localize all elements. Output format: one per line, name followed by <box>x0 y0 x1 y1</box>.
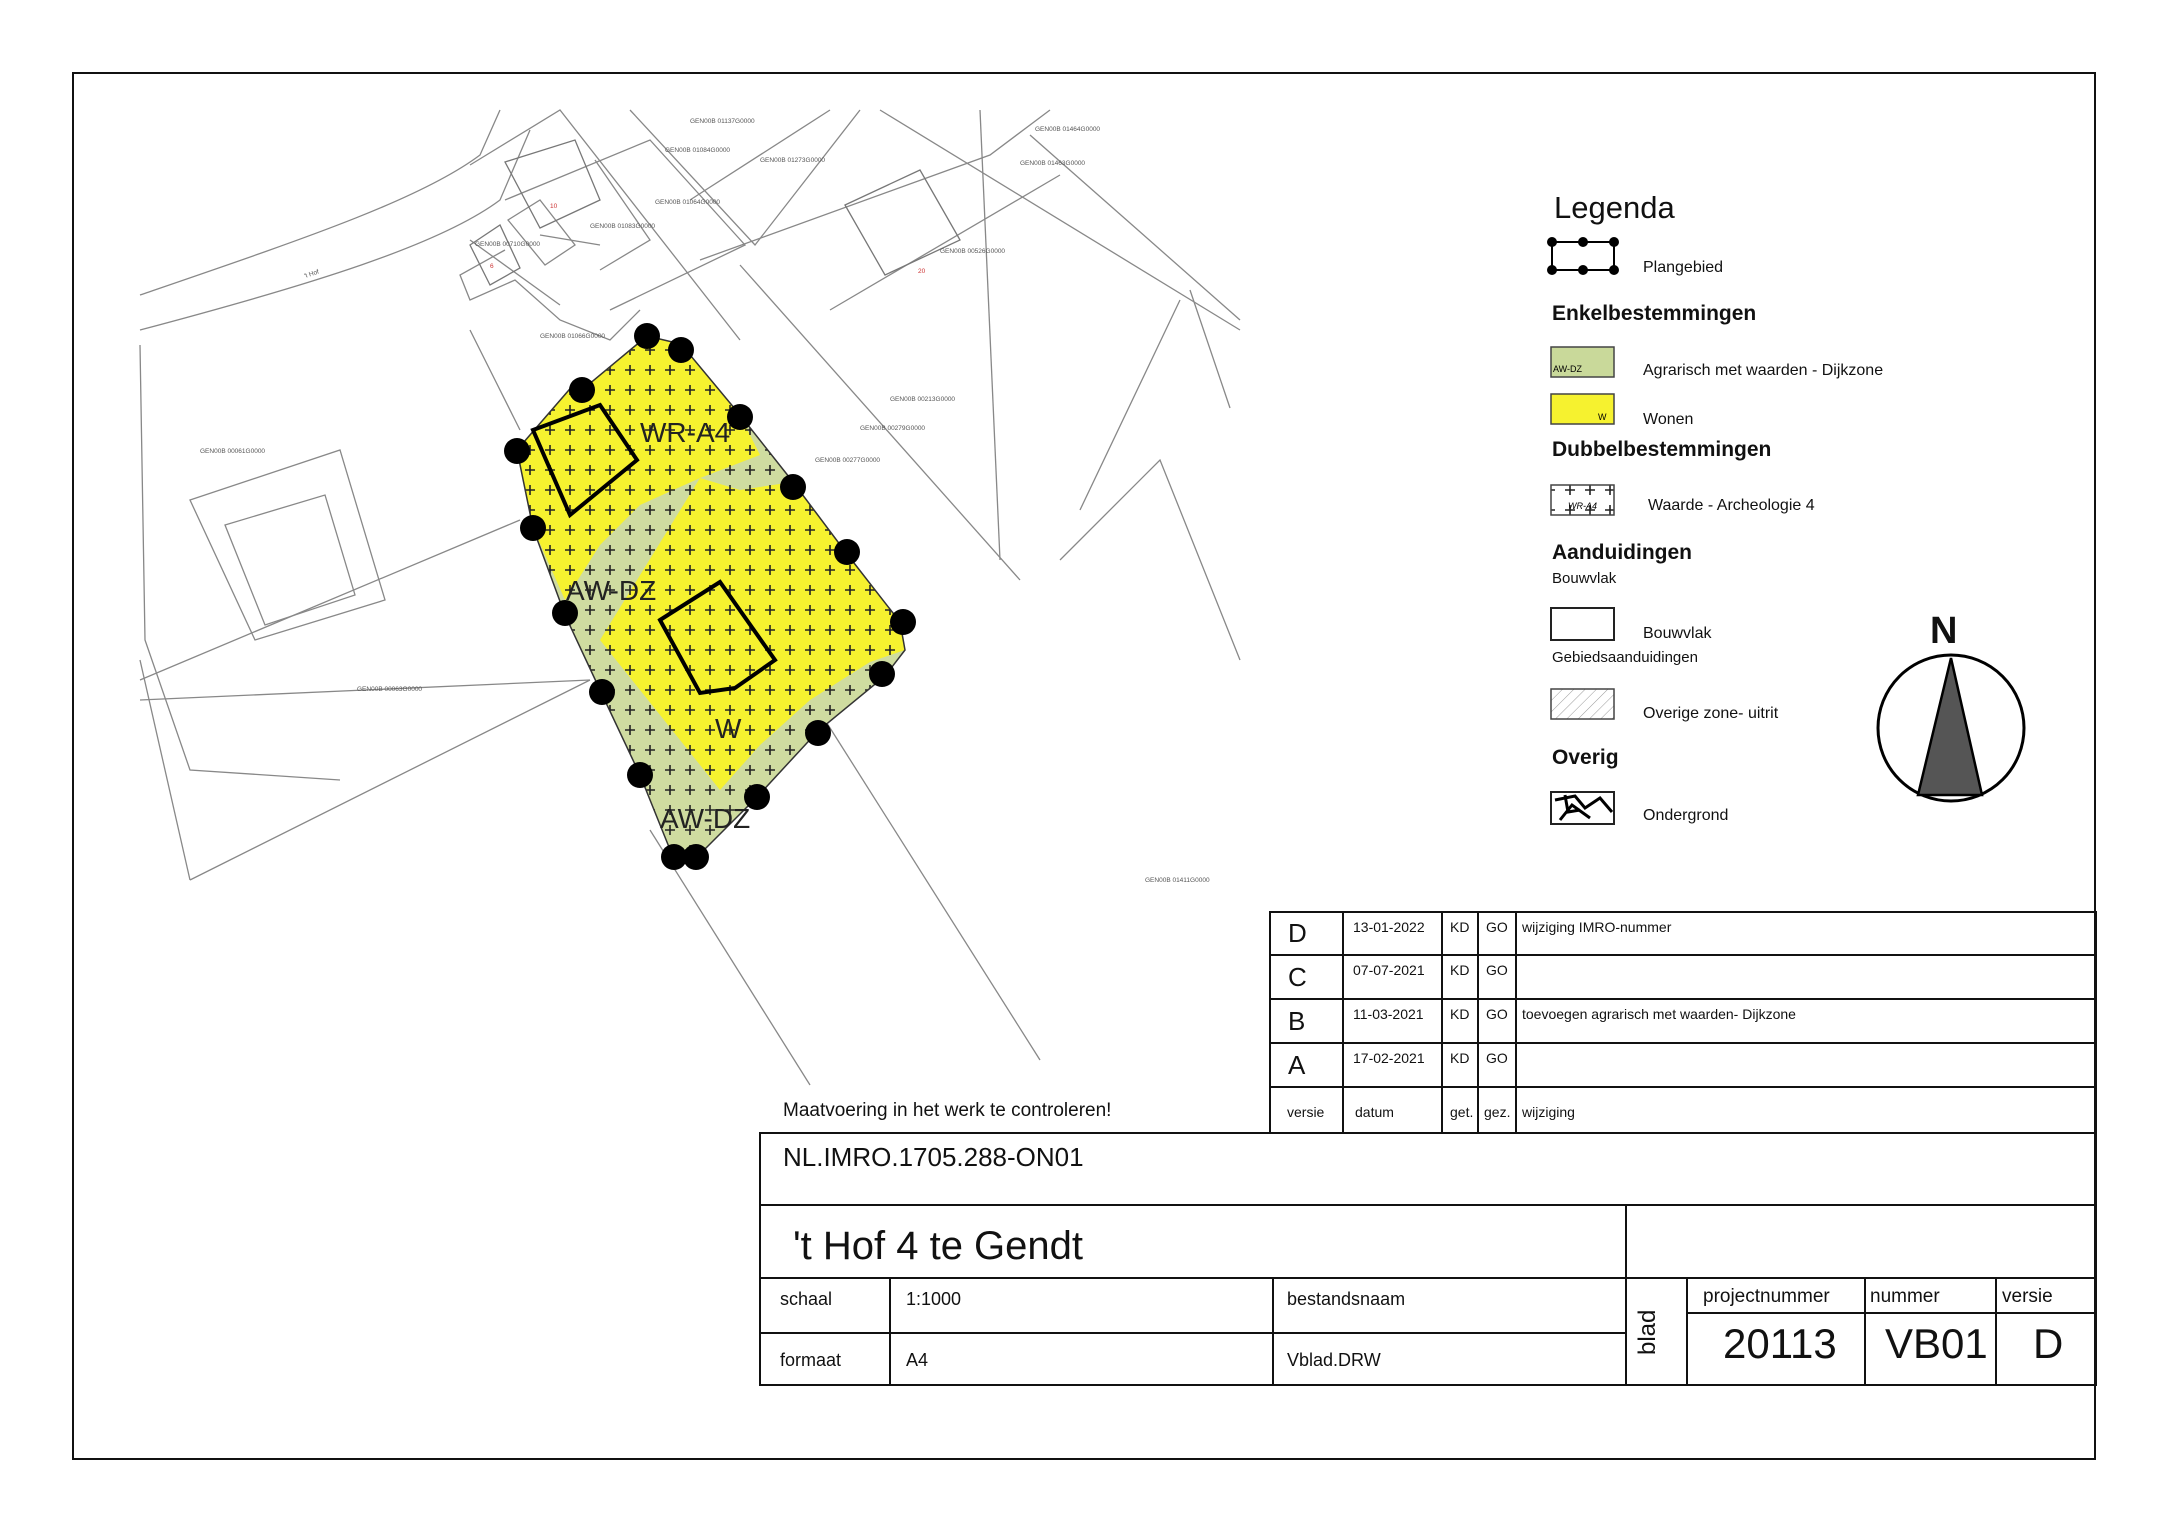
svg-text:GEN00B 00277G0000: GEN00B 00277G0000 <box>815 457 881 464</box>
sheet-label: blad <box>1634 1309 1661 1355</box>
rev-get: KD <box>1450 962 1470 978</box>
svg-text:W: W <box>1598 412 1607 422</box>
legend-aand-header: Aanduidingen <box>1552 541 1692 564</box>
measurement-note: Maatvoering in het werk te controleren! <box>783 1100 1112 1121</box>
project-number: 20113 <box>1723 1320 1837 1367</box>
rev-get: KD <box>1450 1006 1470 1022</box>
svg-text:AW-DZ: AW-DZ <box>1553 364 1582 374</box>
rev-gez: GO <box>1486 962 1508 978</box>
rev-change: wijziging IMRO-nummer <box>1522 919 1672 935</box>
svg-text:GEN00B 00526G0000: GEN00B 00526G0000 <box>940 248 1006 255</box>
svg-text:GEN00B 00710G0000: GEN00B 00710G0000 <box>475 241 541 248</box>
svg-text:20: 20 <box>918 268 926 275</box>
rev-date: 13-01-2022 <box>1353 919 1425 935</box>
rev-gez: GO <box>1486 1050 1508 1066</box>
number-label: nummer <box>1870 1286 1940 1307</box>
rev-get: KD <box>1450 919 1470 935</box>
rev-header-date: datum <box>1355 1104 1394 1120</box>
legend-overige-zone: Overige zone- uitrit <box>1643 705 1779 722</box>
rev-version: D <box>1288 918 1307 948</box>
filename-value: Vblad.DRW <box>1287 1350 1381 1370</box>
rev-change: toevoegen agrarisch met waarden- Dijkzone <box>1522 1006 1796 1022</box>
rev-header-version: versie <box>1287 1104 1325 1120</box>
drawing-title: 't Hof 4 te Gendt <box>793 1224 1084 1268</box>
rev-date: 07-07-2021 <box>1353 962 1425 978</box>
format-label: formaat <box>780 1350 842 1370</box>
legend-enkel-header: Enkelbestemmingen <box>1552 302 1757 325</box>
svg-text:6: 6 <box>490 263 494 270</box>
svg-text:GEN00B 01137G0000: GEN00B 01137G0000 <box>690 118 755 125</box>
rev-header-gez: gez. <box>1484 1104 1511 1120</box>
svg-text:GEN00B 01084G0000: GEN00B 01084G0000 <box>665 147 731 154</box>
legend-plangebied: Plangebied <box>1643 259 1724 276</box>
version-label: versie <box>2002 1286 2053 1307</box>
legend-agrarisch: Agrarisch met waarden - Dijkzone <box>1643 362 1884 379</box>
svg-text:GEN00B 01083G0000: GEN00B 01083G0000 <box>590 223 656 230</box>
legend-bouwvlak-sub: Bouwvlak <box>1552 570 1617 587</box>
svg-text:W: W <box>715 713 742 744</box>
rev-header-change: wijziging <box>1522 1104 1575 1120</box>
format-value: A4 <box>906 1350 929 1370</box>
legend-archeologie: Waarde - Archeologie 4 <box>1648 497 1815 514</box>
svg-text:GEN00B 01064G0000: GEN00B 01064G0000 <box>655 199 721 206</box>
svg-text:WR-A4: WR-A4 <box>640 417 731 448</box>
svg-text:GEN00B 00063G0000: GEN00B 00063G0000 <box>357 686 423 693</box>
legend-title: Legenda <box>1554 190 1675 225</box>
revision-table-lines <box>1270 912 2096 1133</box>
north-arrow <box>1878 655 2024 801</box>
rev-gez: GO <box>1486 919 1508 935</box>
svg-text:10: 10 <box>550 203 558 210</box>
legend-bouwvlak: Bouwvlak <box>1643 625 1712 642</box>
rev-gez: GO <box>1486 1006 1508 1022</box>
svg-text:WR-A4: WR-A4 <box>1568 501 1597 511</box>
legend-ondergrond: Ondergrond <box>1643 807 1729 824</box>
rev-get: KD <box>1450 1050 1470 1066</box>
scale-value: 1:1000 <box>906 1289 962 1309</box>
rev-version: C <box>1288 962 1307 992</box>
svg-text:AW-DZ: AW-DZ <box>660 803 751 834</box>
svg-text:GEN00B 00279G0000: GEN00B 00279G0000 <box>860 425 926 432</box>
svg-text:'t Hof: 't Hof <box>303 268 320 280</box>
svg-text:GEN00B 01463G0000: GEN00B 01463G0000 <box>1020 160 1086 167</box>
rev-version: A <box>1288 1050 1306 1080</box>
legend-dubbel-header: Dubbelbestemmingen <box>1552 438 1772 461</box>
legend-wonen: Wonen <box>1643 411 1694 428</box>
svg-text:GEN00B 00213G0000: GEN00B 00213G0000 <box>890 396 956 403</box>
drawing-number: VB01 <box>1885 1320 1988 1367</box>
legend-overig-header: Overig <box>1552 746 1619 769</box>
rev-header-get: get. <box>1450 1104 1474 1120</box>
svg-text:GEN00B 01066G0000: GEN00B 01066G0000 <box>540 333 606 340</box>
scale-label: schaal <box>780 1289 833 1309</box>
project-number-label: projectnummer <box>1703 1286 1830 1307</box>
rev-date: 11-03-2021 <box>1353 1006 1424 1022</box>
imro-number: NL.IMRO.1705.288-ON01 <box>783 1142 1084 1172</box>
version-value: D <box>2033 1320 2064 1367</box>
svg-text:GEN00B 00061G0000: GEN00B 00061G0000 <box>200 448 266 455</box>
svg-text:AW-DZ: AW-DZ <box>566 575 657 606</box>
rev-version: B <box>1288 1006 1306 1036</box>
filename-label: bestandsnaam <box>1287 1289 1406 1309</box>
svg-text:GEN00B 01464G0000: GEN00B 01464G0000 <box>1035 126 1101 133</box>
legend-gebied-sub: Gebiedsaanduidingen <box>1552 649 1698 666</box>
svg-text:GEN00B 01411G0000: GEN00B 01411G0000 <box>1145 877 1210 884</box>
rev-date: 17-02-2021 <box>1353 1050 1425 1066</box>
svg-text:GEN00B 01273G0000: GEN00B 01273G0000 <box>760 157 826 164</box>
north-label: N <box>1930 610 1958 652</box>
